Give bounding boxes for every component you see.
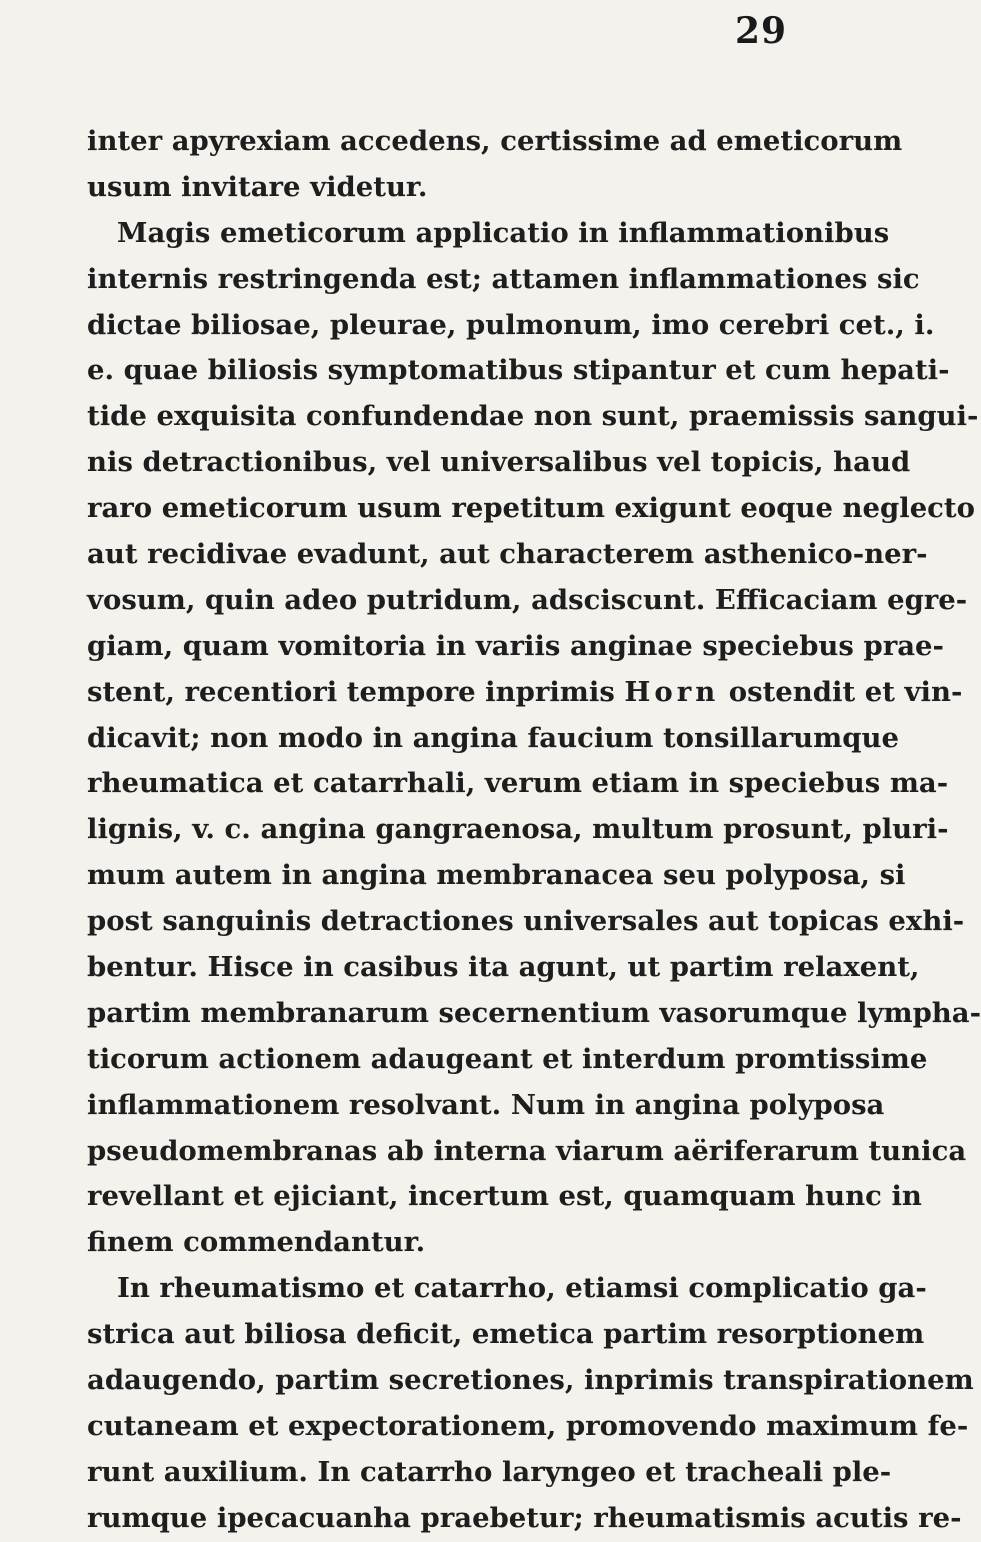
text-line: e. quae biliosis symptomatibus stipantur et cum hepati- bbox=[87, 354, 950, 387]
text-line: internis restringenda est; attamen inflammationes sic bbox=[87, 262, 920, 295]
text-line: stent, recentiori tempore inprimis Horn ostendit et vin- bbox=[87, 675, 963, 708]
text-line: partim membranarum secernentium vasorumque lympha- bbox=[87, 996, 981, 1029]
text-line: runt auxilium. In catarrho laryngeo et tracheali ple- bbox=[87, 1455, 892, 1488]
text-line: Magis emeticorum applicatio in inflammationibus bbox=[117, 216, 890, 249]
text-line: usum invitare videtur. bbox=[87, 170, 428, 203]
text-line: revellant et ejiciant, incertum est, quamquam hunc in bbox=[87, 1180, 922, 1213]
body-text bbox=[87, 119, 981, 1542]
text-line: aut recidivae evadunt, aut characterem asthenico-ner- bbox=[87, 538, 928, 571]
text-line: strica aut biliosa deficit, emetica partim resorptionem bbox=[87, 1318, 925, 1351]
author-name: Horn bbox=[624, 675, 720, 708]
text-line: nis detractionibus, vel universalibus vel topicis, haud bbox=[87, 446, 911, 479]
text-line: lignis, v. c. angina gangraenosa, multum prosunt, pluri- bbox=[87, 813, 949, 846]
text-line: pseudomembranas ab interna viarum aëriferarum tunica bbox=[87, 1134, 967, 1167]
text-line: rheumatica et catarrhali, verum etiam in speciebus ma- bbox=[87, 767, 949, 800]
text-line: In rheumatismo et catarrho, etiamsi complicatio ga- bbox=[117, 1272, 927, 1305]
text-line: mum autem in angina membranacea seu polyposa, si bbox=[87, 859, 906, 892]
text-line: bentur. Hisce in casibus ita agunt, ut partim relaxent, bbox=[87, 951, 920, 984]
text-line: raro emeticorum usum repetitum exigunt eoque neglecto bbox=[87, 492, 975, 525]
text-line: cutaneam et expectorationem, promovendo maximum fe- bbox=[87, 1409, 969, 1442]
text-line: post sanguinis detractiones universales aut topicas exhi- bbox=[87, 905, 965, 938]
text-line: adaugendo, partim secretiones, inprimis transpirationem bbox=[87, 1364, 974, 1397]
text-line: inflammationem resolvant. Num in angina polyposa bbox=[87, 1088, 885, 1121]
text-line: inter apyrexiam accedens, certissime ad emeticorum bbox=[87, 125, 903, 157]
text-line: giam, quam vomitoria in variis anginae speciebus prae- bbox=[87, 629, 944, 662]
text-line: finem commendantur. bbox=[87, 1226, 426, 1259]
page-number: 29 bbox=[735, 10, 788, 52]
text-line: tide exquisita confundendae non sunt, praemissis sangui- bbox=[87, 400, 979, 433]
text-line: rumque ipecacuanha praebetur; rheumatismis acutis re- bbox=[87, 1501, 962, 1534]
text-line: dicavit; non modo in angina faucium tonsillarumque bbox=[87, 721, 899, 754]
text-line: ticorum actionem adaugeant et interdum promtissime bbox=[87, 1042, 928, 1075]
text-line: vosum, quin adeo putridum, adsciscunt. Efficaciam egre- bbox=[87, 583, 968, 616]
text-line: dictae biliosae, pleurae, pulmonum, imo cerebri cet., i. bbox=[87, 308, 935, 341]
